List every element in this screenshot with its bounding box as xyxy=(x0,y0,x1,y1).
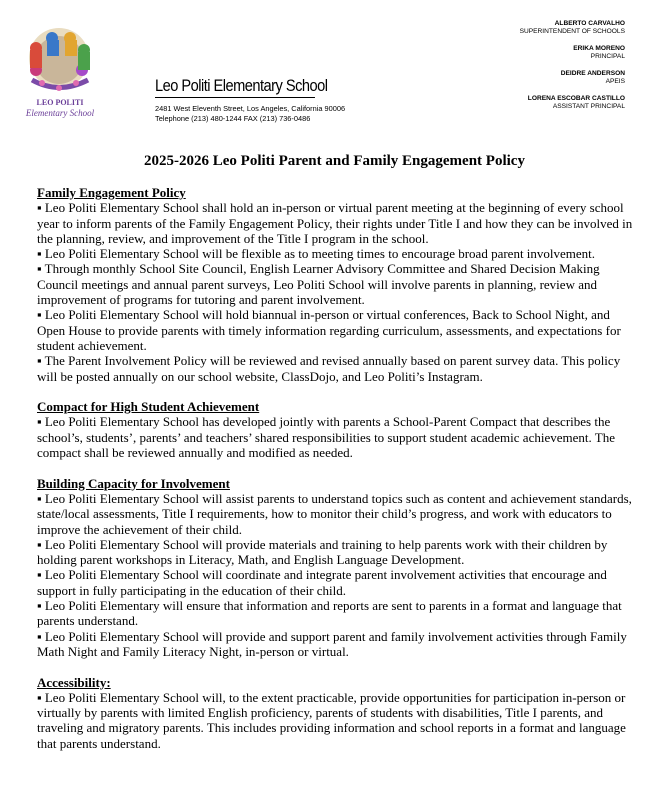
staff-entry xyxy=(520,70,625,86)
address-line: 2481 West Eleventh Street, Los Angeles, California 90006 xyxy=(155,104,346,113)
policy-paragraph: ▪ Leo Politi Elementary School shall hold an in-person or virtual parent meeting at the beginning of every school year to inform parents of the Family Engagement Policy, their rights under Title I and how they can be involved in the planning, review, and improvement of the Title I program in the school. xyxy=(37,200,633,246)
policy-paragraph: ▪ Through monthly School Site Council, English Learner Advisory Committee and Shared Decision Making Council meetings and annual parent surveys, Leo Politi School will involve parents in planning, review and improvement of programs for tutoring and parent involvement. xyxy=(37,261,600,308)
staff-name: LORENA ESCOBAR CASTILLO xyxy=(527,95,625,102)
policy-paragraph: ▪ Leo Politi Elementary will ensure that information and reports are sent to parents in a format and language that parents understand. xyxy=(37,598,622,629)
policy-paragraph: ▪ Leo Politi Elementary School will be flexible as to meeting times to encourage broad parent involvement. xyxy=(37,246,596,262)
svg-text:Elementary School: Elementary School xyxy=(25,108,95,118)
staff-entry xyxy=(520,95,625,111)
policy-paragraph: ▪ Leo Politi Elementary School will coordinate and integrate parent involvement activities that encourage and support in fully participating in the education of their child. xyxy=(37,567,607,598)
policy-paragraph: ▪ Leo Politi Elementary School will, to the extent practicable, provide opportunities for participation in-person or virtually by parents with limited English proficiency, parents of students with disabilities, Title I parents, and traveling and migratory parents. This includes providing information and school reports in a format and language that parents understand. xyxy=(37,689,626,751)
staff-name: DEIDRE ANDERSON xyxy=(560,70,625,77)
section-building-capacity xyxy=(37,476,637,660)
document-title: 2025-2026 Leo Politi Parent and Family Engagement Policy xyxy=(144,153,525,169)
policy-paragraph: ▪ The Parent Involvement Policy will be reviewed and revised annually based on parent survey data. This policy will be posted annually on our school website, ClassDojo, and Leo Politi’s Instagram. xyxy=(37,353,621,384)
staff-title: APEIS xyxy=(605,78,625,85)
phone-line: Telephone (213) 480-1244 FAX (213) 736-0486 xyxy=(155,114,311,123)
policy-paragraph: ▪ Leo Politi Elementary School will provide materials and training to help parents work with their children by holding parent workshops in Literacy, Math, and English Language Development. xyxy=(37,536,608,568)
section-accessibility xyxy=(37,675,637,751)
school-info xyxy=(155,76,345,124)
school-address xyxy=(155,104,345,124)
section-heading: Family Engagement Policy xyxy=(37,185,186,200)
policy-paragraph: ▪ Leo Politi Elementary School will provide and support parent and family involvement activities through Family Math Night and Family Literacy Night, in-person or virtual. xyxy=(37,628,627,659)
policy-paragraph: ▪ Leo Politi Elementary School will hold biannual in-person or virtual conferences, Back to School Night, and Open House to provide parents with timely information regarding curriculum, assessments, and expectations for student achievement. xyxy=(37,307,621,353)
section-compact xyxy=(37,399,637,460)
staff-entry xyxy=(520,45,625,61)
school-logo xyxy=(12,20,107,120)
policy-body xyxy=(37,185,637,766)
section-family-engagement xyxy=(37,185,637,384)
staff-title: SUPERINTENDENT OF SCHOOLS xyxy=(519,28,625,35)
staff-name: ERIKA MORENO xyxy=(573,45,625,52)
school-name: Leo Politi Elementary School xyxy=(155,76,315,98)
staff-list xyxy=(520,20,625,120)
policy-paragraph: ▪ Leo Politi Elementary School will assist parents to understand topics such as content and achievement standards, state/local assessments, Title I requirements, how to monitor their child’s progress, and work with educators to improve the achievement of their child. xyxy=(37,490,632,537)
svg-text:LEO POLITI: LEO POLITI xyxy=(36,98,84,107)
policy-paragraph: ▪ Leo Politi Elementary School has developed jointly with parents a School-Parent Compact that describes the school’s, students’, parents’ and teachers’ shared responsibilities to support student academic achievement. The compact shall be reviewed annually and modified as needed. xyxy=(37,414,615,461)
section-heading: Accessibility: xyxy=(37,674,111,690)
staff-title: PRINCIPAL xyxy=(590,53,625,60)
staff-title: ASSISTANT PRINCIPAL xyxy=(552,103,625,110)
staff-name: ALBERTO CARVALHO xyxy=(554,20,625,27)
section-heading: Compact for High Student Achievement xyxy=(37,399,260,415)
staff-entry xyxy=(520,20,625,36)
section-heading: Building Capacity for Involvement xyxy=(37,475,230,491)
